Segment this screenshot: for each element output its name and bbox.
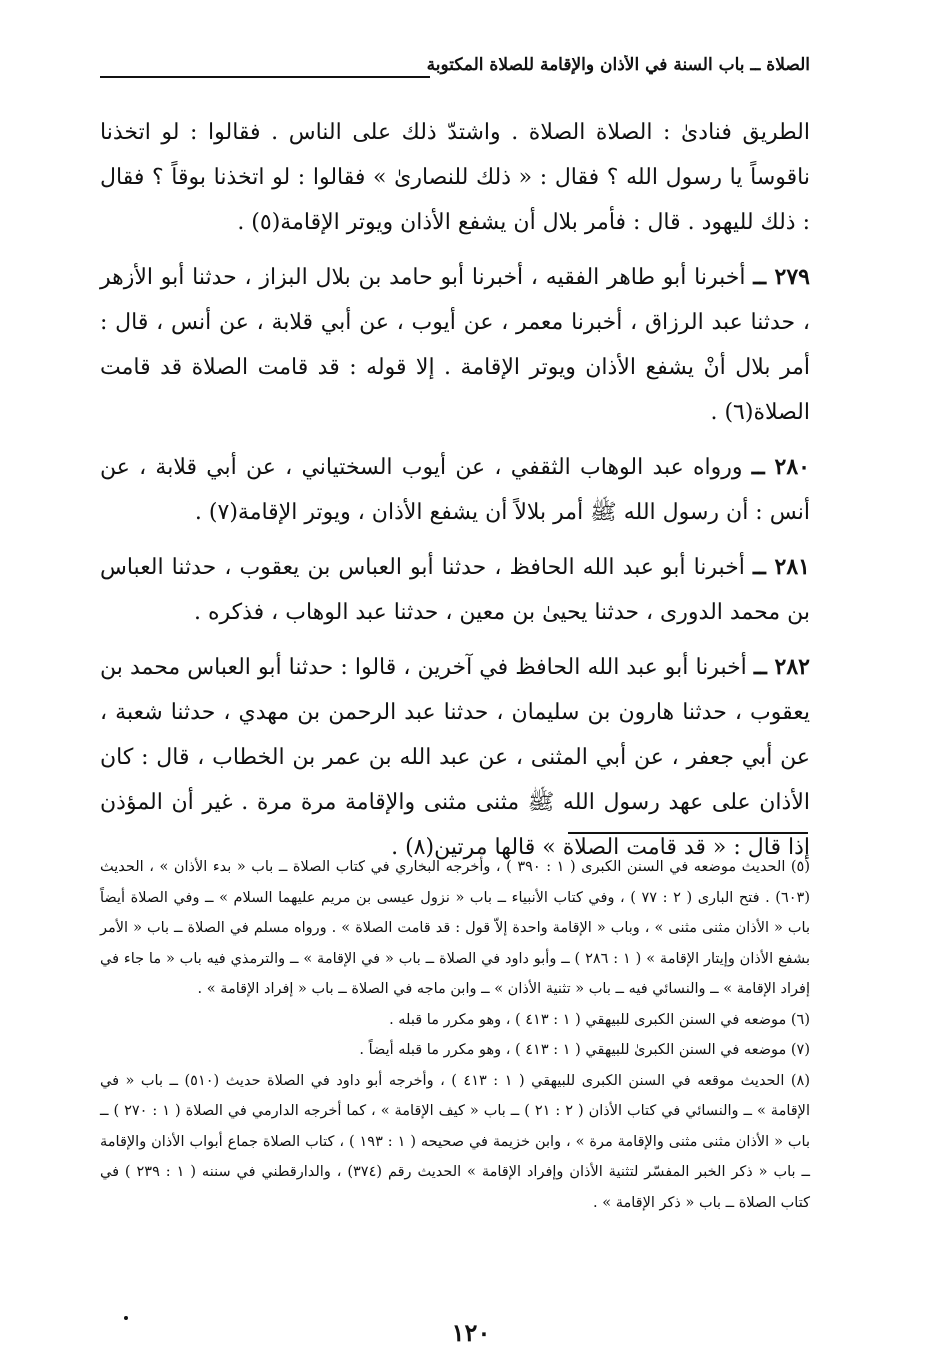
footnote-7: (٧) موضعه في السنن الكبرىٰ للبيهقي ( ١ : ٤١٣ ) ، وهو مكرر ما قبله أيضاً . bbox=[359, 1042, 810, 1058]
footnotes bbox=[100, 852, 810, 1218]
hadith-text: أخبرنا أبو طاهر الفقيه ، أخبرنا أبو حامد بن بلال البزاز ، حدثنا أبو الأزهر ، حدثنا عبد الرزاق ، أخبرنا معمر ، عن أيوب ، عن أبي قلابة ، عن أنس ، قال : أمر بلال أنْ يشفع الأذان ويوتر الإقامة . إلا قوله : قد قامت الصلاة قد قامت الصلاة(٦) . bbox=[100, 265, 810, 425]
hadith-number: ٢٨٢ ــ bbox=[753, 654, 810, 680]
hadith-280 bbox=[100, 445, 810, 535]
hadith-text: أخبرنا أبو عبد الله الحافظ في آخرين ، قالوا : حدثنا أبو العباس محمد بن يعقوب ، حدثنا هارون بن سليمان ، حدثنا عبد الرحمن بن مهدي ، حدثنا شعبة ، عن أبي جعفر ، عن أبي المثنى ، عن عبد الله بن عمر بن الخطاب ، قال : كان الأذان على عهد رسول الله ﷺ مثنى مثنى والإقامة مرة مرة . غير أن المؤذن إذا قال : « قد قامت الصلاة » قالها مرتين(٨) . bbox=[100, 655, 810, 860]
hadith-281 bbox=[100, 545, 810, 635]
footnote-6: (٦) موضعه في السنن الكبرى للبيهقي ( ١ : ٤١٣ ) ، وهو مكرر ما قبله . bbox=[389, 1011, 810, 1028]
hadith-number: ٢٨١ ــ bbox=[752, 554, 810, 580]
hadith-number: ٢٧٩ ــ bbox=[753, 264, 810, 290]
running-title: الصلاة ــ باب السنة في الأذان والإقامة للصلاة المكتوبة bbox=[421, 55, 810, 75]
paragraph-continuation: الطريق فنادىٰ : الصلاة الصلاة . واشتدّ ذلك على الناس . فقالوا : لو اتخذنا ناقوساً يا رسول الله ؟ فقال : « ذلك للنصارىٰ » فقالوا : لو اتخذنا بوقاً ؟ فقال : ذلك لليهود . قال : فأمر بلال أن يشفع الأذان ويوتر الإقامة(٥) . bbox=[100, 120, 810, 235]
hadith-282 bbox=[100, 645, 810, 870]
hadith-number: ٢٨٠ ــ bbox=[751, 454, 810, 480]
header-rule bbox=[100, 76, 430, 78]
footnote-separator bbox=[568, 832, 808, 834]
hadith-text: ورواه عبد الوهاب الثقفي ، عن أيوب السختياني ، عن أبي قلابة ، عن أنس : أن رسول الله ﷺ أمر بلالاً أن يشفع الأذان ، ويوتر الإقامة(٧) . bbox=[100, 455, 810, 525]
hadith-279 bbox=[100, 255, 810, 435]
hadith-text: أخبرنا أبو عبد الله الحافظ ، حدثنا أبو العباس بن يعقوب ، حدثنا العباس بن محمد الدورى ، حدثنا يحيىٰ بن معين ، حدثنا عبد الوهاب ، فذكره . bbox=[100, 555, 810, 625]
running-header bbox=[100, 55, 810, 75]
page-number: ١٢٠ bbox=[451, 1318, 491, 1347]
footnote-5: (٥) الحديث موضعه في السنن الكبرى ( ١ : ٣٩٠ ) ، وأخرجه البخاري في كتاب الصلاة ــ باب « بدء الأذان » ، الحديث (٦٠٣) . فتح البارى ( ٢ : ٧٧ ) ، وفي كتاب الأنبياء ــ باب « نزول عيسى بن مريم عليهما السلام » ــ وفي الصلاة أيضاً باب « الأذان مثنى مثنى » ، وباب « الإقامة واحدة إلاّ قول : قد قامت الصلاة » . ورواه مسلم في الصلاة ــ باب « الأمر بشفع الأذان وإيتار الإقامة » ( ١ : ٢٨٦ ) ــ وأبو داود في الصلاة ــ باب « في الإقامة » ــ والترمذي فيه باب « ما جاء في إفراد الإقامة » ــ والنسائي فيه ــ باب « تثنية الأذان » ــ وابن ماجه في الصلاة ــ باب « إفراد الإقامة » . bbox=[100, 859, 811, 997]
footnote-8: (٨) الحديث موقعه في السنن الكبرى للبيهقي ( ١ : ٤١٣ ) ، وأخرجه أبو داود في الصلاة حديث (٥١٠) ــ باب « في الإقامة » ــ والنسائي في كتاب الأذان ( ٢ : ٢١ ) ــ باب « كيف الإقامة » ، كما أخرجه الدارمي في الصلاة ( ١ : ٢٧٠ ) ــ باب « الأذان مثنى مثنى والإقامة مرة » ، وابن خزيمة في صحيحه ( ١ : ١٩٣ ) ، كتاب الصلاة جماع أبواب الأذان والإقامة ــ باب « ذكر الخبر المفسّر لتثنية الأذان وإفراد الإقامة » الحديث رقم (٣٧٤) ، والدارقطني في سننه ( ١ : ٢٣٩ ) في كتاب الصلاة ــ باب « ذكر الإقامة » . bbox=[100, 1072, 810, 1211]
main-text bbox=[100, 110, 810, 880]
